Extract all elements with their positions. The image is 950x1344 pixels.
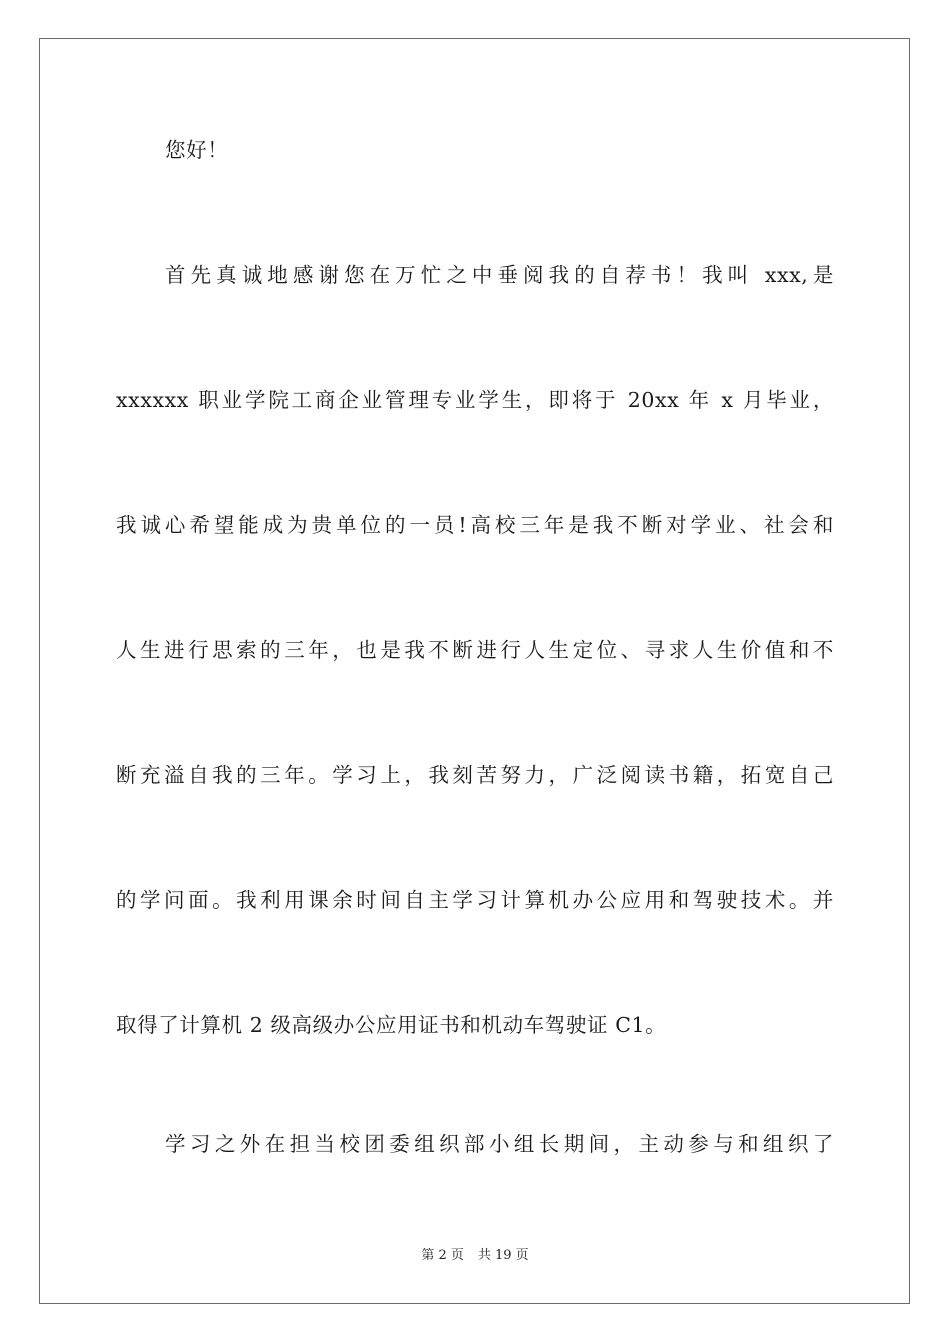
- greeting-line: 您好！: [165, 138, 229, 162]
- page-border: [39, 38, 910, 1304]
- body-line-1: 首先真诚地感谢您在万忙之中垂阅我的自荐书！我叫 xxx,是: [165, 263, 834, 287]
- body-line-8: 学习之外在担当校团委组织部小组长期间，主动参与和组织了: [165, 1132, 834, 1156]
- body-line-6: 的学问面。我利用课余时间自主学习计算机办公应用和驾驶技术。并: [116, 888, 834, 912]
- body-line-5: 断充溢自我的三年。学习上，我刻苦努力，广泛阅读书籍，拓宽自己: [116, 763, 834, 787]
- body-line-3: 我诚心希望能成为贵单位的一员!高校三年是我不断对学业、社会和: [116, 513, 834, 537]
- body-line-4: 人生进行思索的三年，也是我不断进行人生定位、寻求人生价值和不: [116, 638, 834, 662]
- body-line-2: xxxxxx 职业学院工商企业管理专业学生，即将于 20xx 年 x 月毕业，: [116, 388, 834, 412]
- page-number: 第 2 页: [421, 1248, 464, 1263]
- body-line-7: 取得了计算机 2 级高级办公应用证书和机动车驾驶证 C1。: [116, 1013, 667, 1037]
- page-footer: [0, 1247, 950, 1265]
- page-total: 共 19 页: [477, 1248, 529, 1263]
